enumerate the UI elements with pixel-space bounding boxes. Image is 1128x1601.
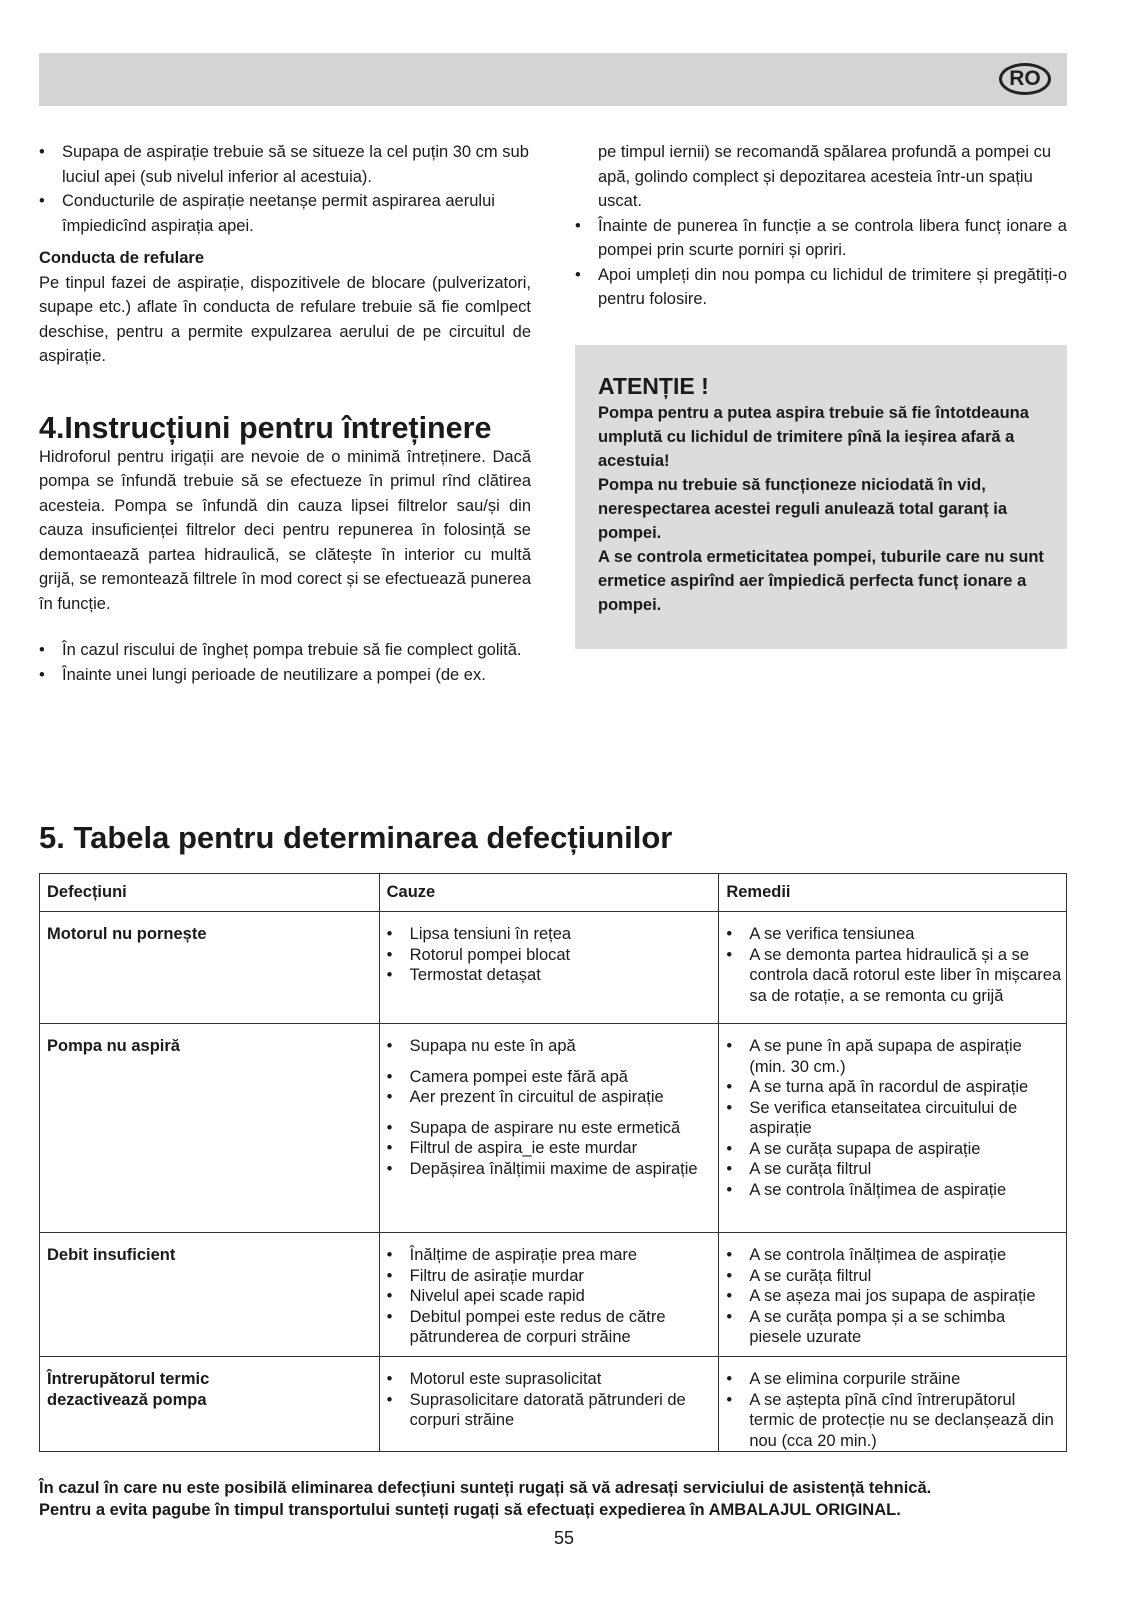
remedy-item: • A se controla înălțimea de aspirație [726,1180,1062,1201]
cause-item: • Motorul este suprasolicitat [387,1369,715,1390]
remedies-cell [719,912,1067,1024]
warning-paragraph: A se controla ermeticitatea pompei, tuburile care nu sunt ermetice aspirînd aer împiedică perfecta funcț ionare a pompei. [598,548,1044,614]
remedies-cell [719,1024,1067,1233]
remedy-item: • A se curăța supapa de aspirație [726,1139,1062,1160]
table-row [40,1024,1067,1233]
list-item: • Apoi umpleți din nou pompa cu lichidul de trimitere și pregătiți-o pentru folosire. [575,263,1067,312]
defect-cell: Motorul nu pornește [40,912,380,1024]
discharge-pipe-heading: Conducta de refulare [39,249,205,267]
column-header-remedies: Remedii [719,874,1067,912]
remedy-item: • A se pune în apă supapa de aspirație (min. 30 cm.) [726,1036,1062,1077]
page-number: 55 [553,1528,575,1548]
maintenance-section-title: 4.Instrucțiuni pentru întreținere [39,410,492,445]
footer-line: Pentru a evita pagube în timpul transportului sunteți rugați să efectuați expedierea în AMBALAJUL ORIGINAL. [39,1501,901,1519]
maintenance-bullets [39,638,531,687]
continuation-text: pe timpul iernii) se recomandă spălarea profundă a pompei cu apă, golindo complect și depozitarea acesteia într-un spațiu uscat. [598,143,1052,210]
maintenance-text: Hidroforul pentru irigații are nevoie de o minimă întreținere. Dacă pompa se înfundă trebuie să se efectueze în primul rînd clătirea acesteia. Pompa se înfundă din cauza lipsei filtrelor sau/și din cauza insuficienței filtrelor deci pentru repunerea în folosință se demontaează partea hidraulică, se clătește în interior cu multă grijă, se remontează filtrele în mod corect și se efectuează punerea în funcție. [39,447,531,613]
list-item: • Înainte unei lungi perioade de neutilizare a pompei (de ex. [39,663,531,688]
header-bar [39,53,1067,106]
discharge-pipe-text: Pe tinpul fazei de aspirație, dispozitivele de blocare (pulverizatori, supape etc.) aflate în conducta de refulare trebuie să fie comlpect deschise, pentru a permite expulzarea aerului de pe circuitul de aspirație. [39,273,531,365]
remedy-item: • A se curăța pompa și a se schimba piesele uzurate [726,1307,1062,1348]
cause-item: • Aer prezent în circuitul de aspirație [387,1087,715,1108]
table-header-row [40,874,1067,912]
language-badge: RO [999,63,1051,95]
defect-line: dezactivează pompa [47,1390,207,1409]
cause-item: • Filtru de asirație murdar [387,1266,715,1287]
remedy-item: • A se turna apă în racordul de aspirație [726,1077,1062,1098]
defect-line: Întrerupătorul termic [47,1370,210,1388]
warning-paragraph: Pompa pentru a putea aspira trebuie să fie întotdeauna umplută cu lichidul de trimitere pînă la ieșirea afară a acestuia! [598,404,1029,470]
table-row [40,1357,1067,1452]
column-header-causes: Cauze [379,874,719,912]
defect-cell [40,1357,380,1452]
remedy-item: • A se demonta partea hidraulică și a se controla dacă rotorul este liber în mișcarea sa de rotație, a se remonta cu grijă [726,945,1062,1007]
cause-item: • Debitul pompei este redus de către pătrunderea de corpuri străine [387,1307,715,1348]
list-item: • În cazul riscului de îngheț pompa trebuie să fie complect golită. [39,638,531,663]
suction-notes-list [39,140,531,238]
left-column [39,140,531,687]
remedy-item: • A se aștepta pînă cînd întrerupătorul termic de protecție nu se declanșează din nou (cca 20 min.) [726,1390,1062,1452]
right-bullets [575,214,1067,312]
remedy-item: • A se verifica tensiunea [726,924,1062,945]
cause-item: • Depășirea înălțimii maxime de aspirație [387,1159,715,1180]
troubleshooting-table [39,873,1067,1452]
cause-item: • Suprasolicitare datorată pătrunderi de corpuri străine [387,1390,715,1431]
causes-cell [379,1024,719,1233]
remedy-item: • A se așeza mai jos supapa de aspirație [726,1286,1062,1307]
column-header-defects: Defecțiuni [40,874,380,912]
causes-cell [379,1357,719,1452]
table-row [40,912,1067,1024]
warning-paragraph: Pompa nu trebuie să funcționeze niciodată în vid, nerespectarea acestei reguli anulează total garanț ia pompei. [598,476,1008,542]
footer-line: În cazul în care nu este posibilă eliminarea defecțiuni sunteți rugați să vă adresați serviciului de asistență tehnică. [39,1479,932,1497]
cause-item: • Supapa de aspirare nu este ermetică [387,1118,715,1139]
remedy-item: • A se curăța filtrul [726,1266,1062,1287]
remedy-item: • A se curăța filtrul [726,1159,1062,1180]
table-row [40,1233,1067,1357]
cause-item: • Camera pompei este fără apă [387,1067,715,1088]
footer-note [39,1477,1079,1521]
list-item: • Conducturile de aspirație neetanșe permit aspirarea aerului împiedicînd aspirația apei. [39,189,531,238]
list-item: • Supapa de aspirație trebuie să se situeze la cel puțin 30 cm sub luciul apei (sub nivelul inferior al acestuia). [39,140,531,189]
cause-item: • Nivelul apei scade rapid [387,1286,715,1307]
cause-item: • Filtrul de aspira_ie este murdar [387,1138,715,1159]
troubleshooting-table-title: 5. Tabela pentru determinarea defecțiunilor [39,820,673,855]
remedy-item: • A se elimina corpurile străine [726,1369,1062,1390]
warning-title: ATENȚIE ! [598,373,709,399]
right-column [575,140,1067,312]
causes-cell [379,912,719,1024]
causes-cell [379,1233,719,1357]
cause-item: • Rotorul pompei blocat [387,945,715,966]
remedies-cell [719,1357,1067,1452]
cause-item: • Lipsa tensiuni în rețea [387,924,715,945]
list-item: • Înainte de punerea în funcție a se controla libera funcț ionare a pompei prin scurte porniri și opriri. [575,214,1067,263]
defect-cell: Pompa nu aspiră [40,1024,380,1233]
warning-box [575,345,1067,649]
defect-cell: Debit insuficient [40,1233,380,1357]
cause-item: • Supapa nu este în apă [387,1036,715,1057]
cause-item: • Înălțime de aspirație prea mare [387,1245,715,1266]
remedies-cell [719,1233,1067,1357]
remedy-item: • Se verifica etanseitatea circuitului de aspirație [726,1098,1062,1139]
remedy-item: • A se controla înălțimea de aspirație [726,1245,1062,1266]
cause-item: • Termostat detașat [387,965,715,986]
